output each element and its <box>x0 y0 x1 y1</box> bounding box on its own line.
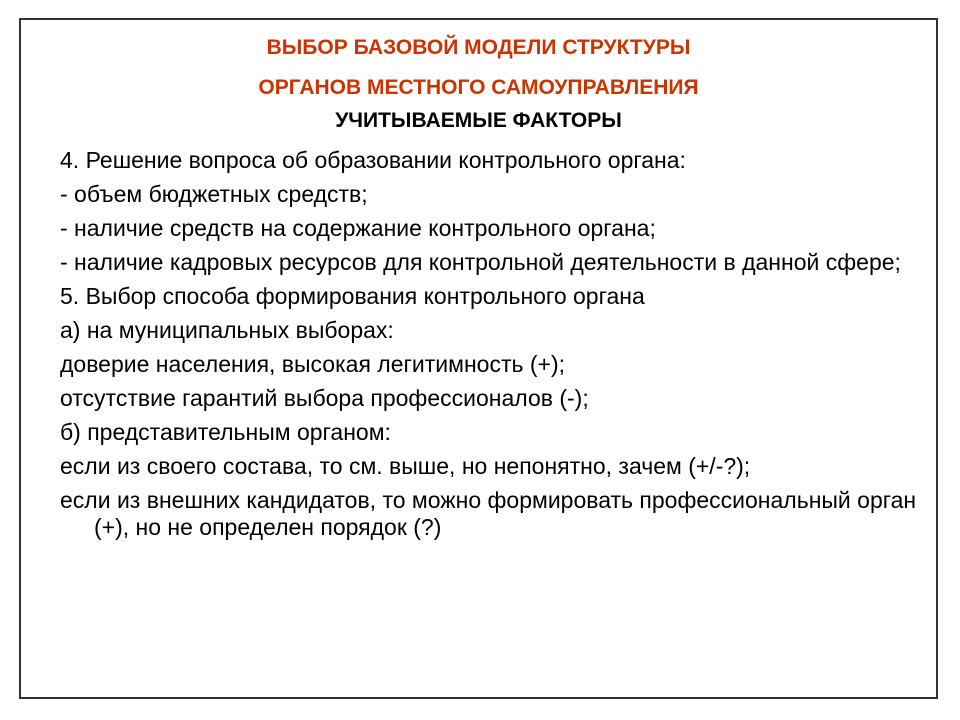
paragraph-own-members: если из своего состава, то см. выше, но непонятно, зачем (+/-?); <box>60 453 751 479</box>
body-text <box>60 147 920 548</box>
paragraph-staff-resources: - наличие кадровых ресурсов для контрольной деятельности в данной сфере; <box>60 249 901 275</box>
paragraph-budget-funds: - объем бюджетных средств; <box>60 181 368 207</box>
paragraph-item-4: 4. Решение вопроса об образовании контрольного органа: <box>60 147 686 173</box>
paragraph-option-b: б) представительным органом: <box>60 419 391 445</box>
paragraph-item-5: 5. Выбор способа формирования контрольного органа <box>60 283 645 309</box>
subtitle: УЧИТЫВАЕМЫЕ ФАКТОРЫ <box>335 109 622 132</box>
paragraph-no-guarantees: отсутствие гарантий выбора профессионалов (-); <box>60 385 589 411</box>
title-line-1: ВЫБОР БАЗОВОЙ МОДЕЛИ СТРУКТУРЫ <box>266 36 691 59</box>
paragraph-maintenance-funds: - наличие средств на содержание контрольного органа; <box>60 215 656 241</box>
title-line-2: ОРГАНОВ МЕСТНОГО САМОУПРАВЛЕНИЯ <box>258 76 699 99</box>
paragraph-option-a: а) на муниципальных выборах: <box>60 317 394 343</box>
paragraph-external-candidates: если из внешних кандидатов, то можно формировать профессиональный орган (+), но не определен порядок (?) <box>60 487 917 540</box>
paragraph-trust: доверие населения, высокая легитимность (+); <box>60 351 565 377</box>
